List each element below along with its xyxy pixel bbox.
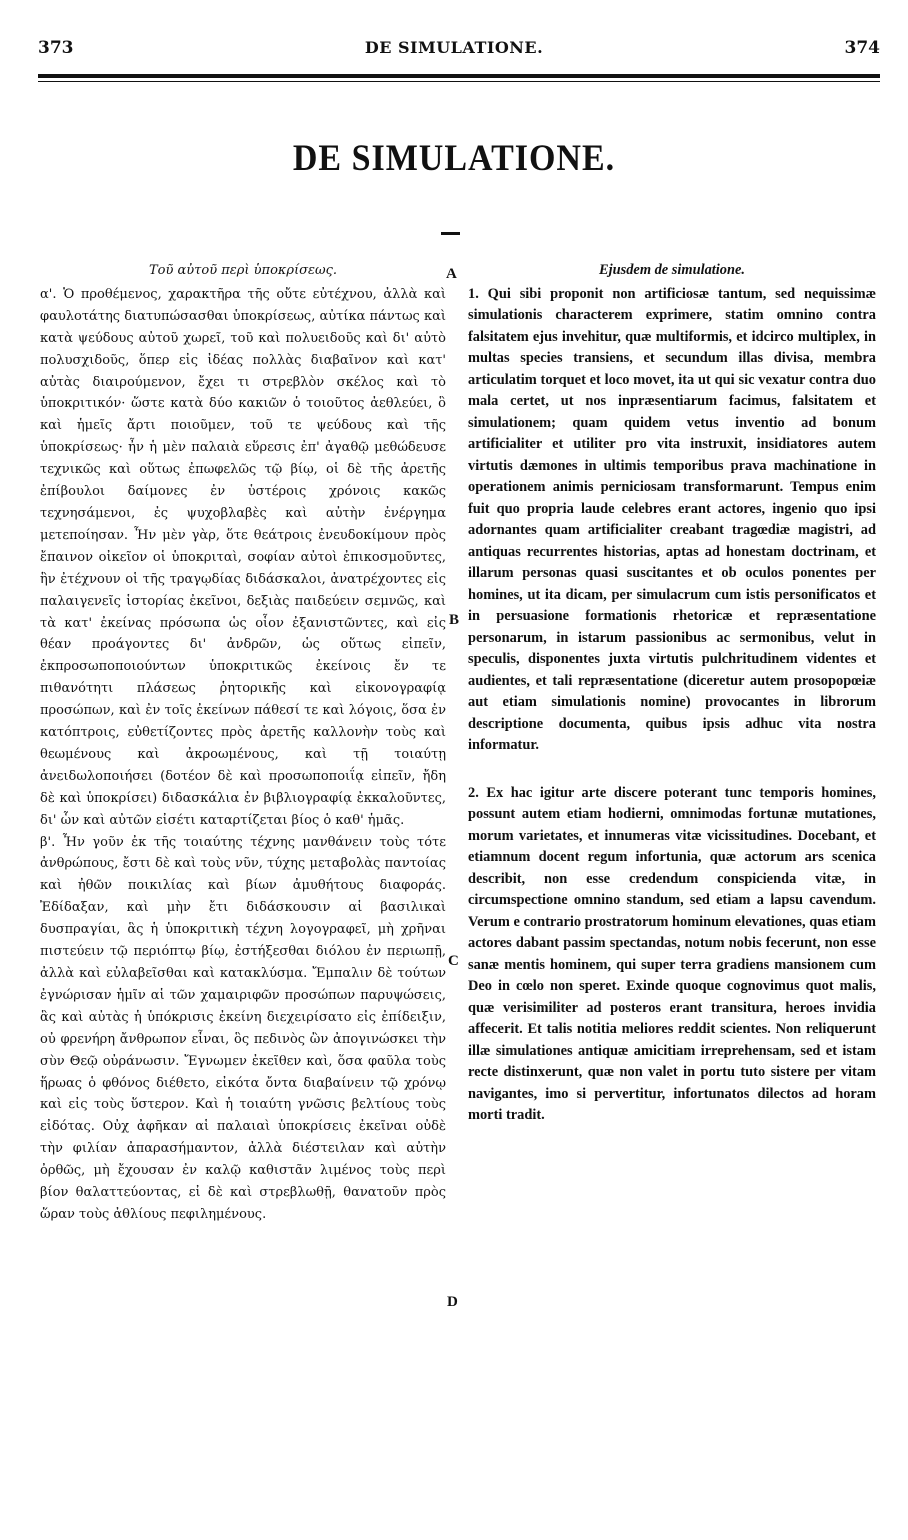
page-number-left: 373 [38, 38, 74, 58]
greek-paragraph-1: α'. Ὁ προθέμενος, χαρακτῆρα τῆς οὔτε εὐτέχνου, ἀλλὰ καὶ φαυλοτάτης διατυπώσασθαι ὑποκρίσεως, αὐτίκα πάντως καὶ κατὰ ψεύδους αὐτοῦ χωρεῖ, τοῦ καὶ πολυειδοῦς καὶ δι' αὐτὸ πολυσχιδοῦς, ὅπερ εἰς ἰδέας πολλὰς διαβαῖνον καὶ κατ' αὐτὰς διαιρούμενον, ἔχει τι στρεβλὸν σκέλος καὶ τὸ ὑποκριτικόν· ὥστε κατὰ δύο κακιῶν ὁ τοιοῦτος ἀεθλεύει, ὃ καὶ ἡμεῖς ἄρτι ποιοῦμεν, τοῦ τε ψεύδους καὶ τῆς ὑποκρίσεως· ἦν ἡ μὲν παλαιὰ εὕρεσις ἐπ' ἀγαθῷ μεθώδευσε τεχνικῶς καὶ οὕτως ἐπωφελῶς τῷ βίῳ, οἱ δὲ τῆς ἀρετῆς ἐπίβουλοι δαίμονες ἐν ὑστέροις χρόνοις κακῶς τεχνησάμενοι, ἐς ψυχοβλαβὲς καὶ αὐτὴν ἐνέργημα μετεποίησαν. Ἦν μὲν γὰρ, ὅτε θεάτροις ἐνευδοκίμουν πρὸς ἔπαινον οἰκεῖον οἱ ὑποκριταὶ, σοφίαν αὐτοὶ ἐπικοσμοῦντες, ἣν ἐτέχνουν οἱ τῆς τραγῳδίας διδάσκαλοι, ἀνατρέχοντες εἰς παλαιγενεῖς ἱστορίας ἐκεῖνοι, δεξιὰς παιδεύειν σεμνῶς, καὶ τὰ κατ' ἐκείνας πρόσωπα ὡς οἷον ἐξανιστῶντες, καὶ εἰς θέαν προάγοντες δι' ἀνδρῶν, ὡς οὕτως εἰπεῖν, ἐκπροσωποποιούντων ὑποκριτικῶς ἐκείνοις ἔν τε πιθανότητι πλάσεως ῥητορικῆς καὶ εἰκονογραφίᾳ προσώπων, καὶ ἐν τοῖς ἐκείνων πάθεσί τε καὶ λόγοις, ὅσα ἐν κατόπτροις, εὐθετίζοντες πρὸς ἀρετῆς καλλονὴν τοὺς καὶ θεωμένους καὶ ἀκροωμένους, καὶ τῇ τοιαύτῃ ἀνειδωλοποιήσει (δοτέον δὲ καὶ προσωποποιΐᾳ εἰπεῖν, ἤδη δὲ καὶ ὑποκρίσει) διδασκάλια ἐν βιβλιογραφίᾳ ἐκκαλοῦντες, δι' ὧν καὶ αὐτῶν εἰσέτι καταρτίζεται βίος ὁ καθ' ἡμᾶς. [40, 286, 446, 828]
title-dash-divider [441, 232, 460, 235]
greek-column [40, 260, 446, 1226]
paragraph-gap [468, 757, 876, 783]
latin-column [468, 260, 876, 1127]
latin-paragraph-1: 1. Qui sibi proponit non artificiosæ tantum, sed nequissimæ simulationis characterem exprimere, statim omnino contra falsitatem ejus invehitur, quæ multiformis, et idcirco multiplex, in multas species transiens, et secundum illas divisa, membra articulatim torquet et loco movet, ita ut qui sic vexatur contra duo mala certet, ut nos inpræsentiarum facimus, falsitatem et simulationem; quam quidem vetus inventio ad bonum artificialiter et utiliter pro vita instruxit, insidiatores autem virtutis dæmones in ultimis temporibus prava machinatione in operationem animis perniciosam transformarunt. Tempus enim fuit quo propria laude celebres erant actores, ingenio quo ipsi adornantes quam artificialiter creabant tragœdiæ magistri, ad antiquas recurrentes historias, aptas ad honestam doctrinam, et illarum personas quasi suscitantes et ob oculos ponentes per homines, ut ita dicam, per simulacrum cum istis personificatos et in persuasione formationis rhetoricæ et repræsentatione personarum, in istarum passionibus ac sermonibus, velut in speculis, disponentes juxta virtutis pulchritudinem videntes et audientes, et tali repræsentatione (diceretur autem prosopopœiæ aut etiam simulationis nomine) provocantes in librorum descriptione documenta, quibus ipsis adhuc vita nostra informatur. [468, 285, 876, 753]
page-number-right: 374 [844, 38, 880, 58]
header-rule-thin [38, 81, 880, 82]
latin-paragraph-2: 2. Ex hac igitur arte discere poterant tunc temporis homines, possunt autem etiam hodierni, omnimodas fortunæ mutationes, morum varietates, et innumeras vitæ vicissitudines. Docebant, et etiamnum docent regum infortunia, quæ actorum ars scenica describit, non esse credendum conspicienda vitæ, in circumspectione omnino standum, sed etiam a lapsu cavendum. Verum e contrario prostratorum hominum elevationes, quas etiam actores dabant passim spectandas, notum nobis fecerunt, non esse sanæ mentis hominem, qui super terra gradiens mansionem cum Deo in cœlo non speret. Exinde quoque cognovimus quot malis, quæ verisimiliter ad posteros erant transitura, heroes invidia affecerit. Et talis notitia meliores reddit scientes. Non reliquerunt illæ simulationes antiquæ amicitiam irreprehensam, sed et istam recte distinxerunt, quæ non valet in portu tuto sistere per vitam navigantes, imo si pervertitur, infortunatos dilectos ad horam morti tradit. [468, 784, 876, 1123]
running-title: DE SIMULATIONE. [364, 38, 544, 57]
header-rule-thick [38, 74, 880, 78]
margin-letter-a: A [446, 266, 457, 282]
margin-letter-b: B [449, 612, 460, 628]
greek-heading: Τοῦ αὐτοῦ περὶ ὑποκρίσεως. [148, 263, 338, 278]
latin-heading: Ejusdem de simulatione. [599, 262, 745, 278]
page-title: DE SIMULATIONE. [292, 138, 616, 179]
margin-letter-c: C [448, 953, 459, 969]
greek-paragraph-2: β'. Ἦν γοῦν ἐκ τῆς τοιαύτης τέχνης μανθάνειν τοὺς τότε ἀνθρώπους, ἔστι δὲ καὶ τοὺς νῦν, τύχης μεταβολὰς παντοίας καὶ ἠθῶν ποικιλίας καὶ βίων ἀμυθήτους διαφοράς. Ἐδίδαξαν, καὶ μὴν ἔτι διδάσκουσιν αἱ βασιλικαὶ δυσπραγίαι, ἃς ἡ ὑποκριτικὴ τέχνη λογογραφεῖ, μὴ χρῆναι πιστεύειν τῷ περιόπτῳ βίῳ, ἐστήξεσθαι διόλου ἐν περιωπῇ, ἀλλὰ καὶ εὐλαβεῖσθαι καὶ κατακλύσμα. Ἔμπαλιν δὲ τούτων ἐγνώρισαν ἡμῖν αἱ τῶν χαμαιριφῶν προσώπων παρυψώσεις, ἃς καὶ αὐτὰς ἡ ὑπόκρισις ἐκείνη διεχειρίσατο εἰς ἐπίδειξιν, οὐ φρενήρη ἄνθρωπον εἶναι, ὃς πεδινὸς ὢν ἀπογινώσκει τὴν σὺν Θεῷ οὐράνωσιν. Ἔγνωμεν ἐκεῖθεν καὶ, ὅσα φαῦλα τοὺς ἥρωας ὁ φθόνος διέθετο, εἰκότα ὄντα διαβαίνειν τῷ χρόνῳ καὶ εἰς τοὺς ὕστερον. Καὶ ἡ τοιαύτη γνῶσις βελτίους τοὺς εἰδότας. Οὐχ ἀφῆκαν αἱ παλαιαὶ ὑποκρίσεις ἐκεῖναι οὐδὲ τὴν φιλίαν ἀπαρασήμαντον, ἀλλὰ διέστειλαν καὶ αὐτὴν ὀρθῶς, μὴ ἔχουσαν ἐν καλῷ καθιστᾶν λιμένος τοὺς περὶ βίον θαλαττεύοντας, εἰ δὲ καὶ στρεβλωθῇ, θανατοῦν πρὸς ὥραν τοὺς ἀθλίους πεφιλημένους. [40, 834, 446, 1222]
margin-letter-d: D [447, 1294, 458, 1310]
